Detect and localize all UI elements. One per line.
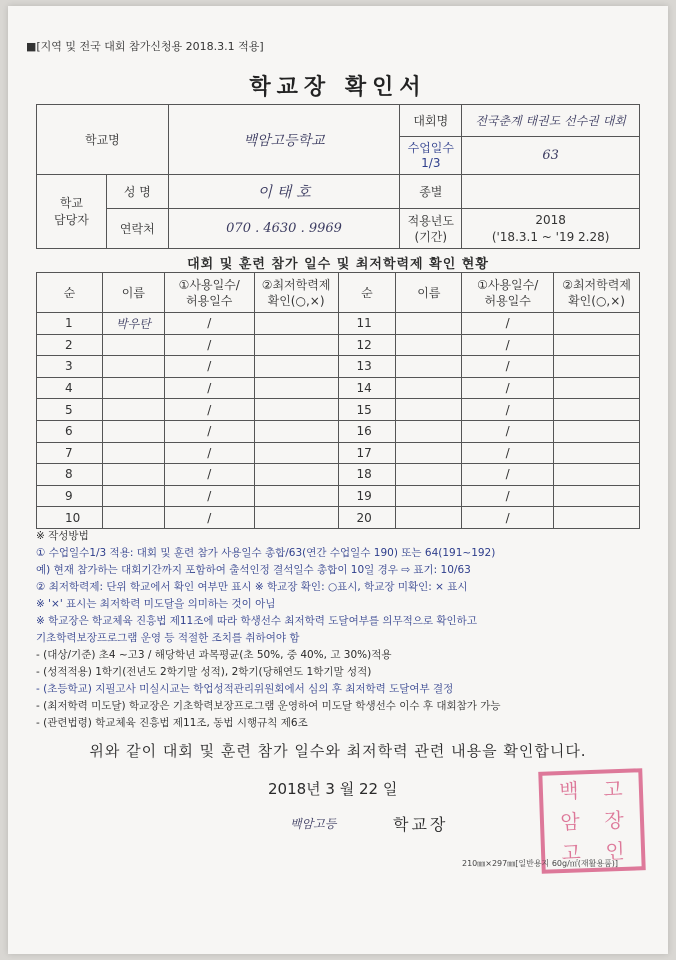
row-name	[102, 420, 164, 442]
table-row	[37, 485, 640, 507]
row-name-right	[396, 377, 462, 399]
row-no: 2	[37, 334, 103, 356]
row-no-right: 14	[338, 377, 396, 399]
year-label: 적용년도 (기간)	[400, 209, 462, 249]
row-academic	[254, 377, 338, 399]
table-row	[37, 507, 640, 529]
row-academic-right	[554, 485, 640, 507]
row-academic-right	[554, 420, 640, 442]
row-academic	[254, 356, 338, 378]
info-table	[36, 104, 640, 249]
row-name-right	[396, 507, 462, 529]
row-days-right: /	[462, 464, 554, 486]
contact-label: 연락처	[106, 209, 168, 249]
row-days-right: /	[462, 377, 554, 399]
row-academic-right	[554, 442, 640, 464]
row-academic	[254, 464, 338, 486]
official-seal-stamp: 백 고 암 장 고 인	[538, 768, 645, 874]
row-name-right	[396, 356, 462, 378]
row-name	[102, 377, 164, 399]
row-days-right: /	[462, 399, 554, 421]
row-academic	[254, 485, 338, 507]
gender-value	[462, 175, 640, 209]
note-line: - (초등학교) 지필고사 미실시교는 학업성적관리위원회에서 심의 후 최저학력 도달여부 결정	[36, 683, 454, 695]
row-name-right	[396, 420, 462, 442]
row-name-right	[396, 334, 462, 356]
row-no: 3	[37, 356, 103, 378]
row-name	[102, 485, 164, 507]
school-name-label: 학교명	[37, 105, 169, 175]
row-name-right	[396, 313, 462, 335]
row-days-right: /	[462, 313, 554, 335]
school-days-label: 수업일수 1/3	[400, 137, 462, 175]
row-no: 4	[37, 377, 103, 399]
manager-name-value: 이 태 호	[168, 175, 400, 209]
note-line: ※ 작성방법	[36, 530, 89, 542]
row-no-right: 12	[338, 334, 396, 356]
table-row	[37, 334, 640, 356]
row-no: 10	[37, 507, 103, 529]
row-academic-right	[554, 377, 640, 399]
row-days-right: /	[462, 485, 554, 507]
row-days: /	[164, 464, 254, 486]
row-name	[102, 442, 164, 464]
section-title: 대회 및 훈련 참가 일수 및 최저학력제 확인 현황	[187, 257, 489, 272]
note-line: 예) 현재 참가하는 대회기간까지 포함하여 출석인정 결석일수 총합이 10일 경우 ⇨ 표기: 10/63	[36, 564, 471, 576]
school-signature: 백암고등	[290, 817, 337, 831]
row-days-right: /	[462, 420, 554, 442]
participation-table	[36, 272, 640, 529]
table-row	[37, 356, 640, 378]
row-no-right: 15	[338, 399, 396, 421]
note-line: ② 최저학력제: 단위 학교에서 확인 여부만 표시 ※ 학교장 확인: ○표시, 학교장 미확인: × 표시	[36, 581, 468, 593]
event-value: 전국춘계 태권도 선수권 대회	[462, 105, 640, 137]
note-line: 기초학력보장프로그램 운영 등 적절한 조치를 취하여야 함	[36, 632, 300, 644]
row-no: 7	[37, 442, 103, 464]
row-no: 1	[37, 313, 103, 335]
row-name	[102, 356, 164, 378]
row-academic-right	[554, 507, 640, 529]
row-days: /	[164, 334, 254, 356]
instructions	[36, 528, 656, 732]
note-line: - (관련법령) 학교체육 진흥법 제11조, 동법 시행규칙 제6조	[36, 717, 308, 729]
row-no: 9	[37, 485, 103, 507]
row-academic	[254, 507, 338, 529]
header-academic-right: ②최저학력제 확인(○,×)	[554, 273, 640, 313]
table-row	[37, 464, 640, 486]
row-no: 8	[37, 464, 103, 486]
row-name	[102, 334, 164, 356]
manager-label: 학교 담당자	[37, 175, 107, 249]
row-days-right: /	[462, 334, 554, 356]
row-days: /	[164, 313, 254, 335]
row-name-right	[396, 442, 462, 464]
row-name: 박우탄	[102, 313, 164, 335]
note-line: - (대상/기준) 초4 ~고3 / 해당학년 과목평균(초 50%, 중 40%, 고 30%)적용	[36, 649, 392, 661]
row-days-right: /	[462, 356, 554, 378]
header-no-right: 순	[338, 273, 396, 313]
row-days: /	[164, 507, 254, 529]
gender-label: 종별	[400, 175, 462, 209]
row-no-right: 19	[338, 485, 396, 507]
row-name	[102, 399, 164, 421]
row-no-right: 13	[338, 356, 396, 378]
note-line: - (성적적용) 1학기(전년도 2학기말 성적), 2학기(당해연도 1학기말 성적)	[36, 666, 372, 678]
year-value: 2018	[535, 212, 566, 227]
header-name: 이름	[102, 273, 164, 313]
signature-date: 2018년 3 월 22 일	[268, 780, 398, 798]
document-title: 학교장 확인서	[249, 75, 427, 100]
row-no-right: 17	[338, 442, 396, 464]
row-academic	[254, 420, 338, 442]
table-row	[37, 377, 640, 399]
row-no: 5	[37, 399, 103, 421]
row-no-right: 16	[338, 420, 396, 442]
row-academic	[254, 313, 338, 335]
note-line: ※ '×' 표시는 최저학력 미도달을 의미하는 것이 아님	[36, 598, 276, 610]
row-academic-right	[554, 313, 640, 335]
paper-spec-note: 210㎜×297㎜[일반용지 60g/㎡(재활용품)]	[462, 859, 619, 868]
row-academic-right	[554, 399, 640, 421]
row-name-right	[396, 399, 462, 421]
row-no-right: 20	[338, 507, 396, 529]
contact-value: 070 . 4630 . 9969	[168, 209, 400, 249]
row-no-right: 11	[338, 313, 396, 335]
table-row	[37, 420, 640, 442]
participation-rows	[37, 313, 640, 529]
table-row	[37, 442, 640, 464]
confirmation-text: 위와 같이 대회 및 훈련 참가 일수와 최저학력 관련 내용을 확인합니다.	[89, 742, 587, 760]
row-academic-right	[554, 356, 640, 378]
row-academic	[254, 442, 338, 464]
note-line: ※ 학교장은 학교체육 진흥법 제11조에 따라 학생선수 최저학력 도달여부를 의무적으로 확인하고	[36, 615, 477, 627]
row-days: /	[164, 399, 254, 421]
row-academic-right	[554, 334, 640, 356]
row-days: /	[164, 377, 254, 399]
row-days: /	[164, 420, 254, 442]
row-name	[102, 464, 164, 486]
header-days: ①사용일수/ 허용일수	[164, 273, 254, 313]
event-label: 대회명	[400, 105, 462, 137]
row-academic-right	[554, 464, 640, 486]
row-days: /	[164, 442, 254, 464]
school-days-value: 63	[462, 137, 640, 175]
school-name-value: 백암고등학교	[168, 105, 400, 175]
row-days-right: /	[462, 507, 554, 529]
row-days: /	[164, 356, 254, 378]
header-no: 순	[37, 273, 103, 313]
header-days-right: ①사용일수/ 허용일수	[462, 273, 554, 313]
table-row	[37, 399, 640, 421]
note-line: - (최저학력 미도달) 학교장은 기초학력보장프로그램 운영하여 미도달 학생선수 이수 후 대회참가 가능	[36, 700, 501, 712]
period-value: ('18.3.1 ~ '19 2.28)	[491, 229, 610, 244]
manager-name-label: 성 명	[106, 175, 168, 209]
year-cell	[462, 209, 640, 249]
row-academic	[254, 399, 338, 421]
row-name-right	[396, 485, 462, 507]
row-name-right	[396, 464, 462, 486]
header-note: ■[지역 및 전국 대회 참가신청용 2018.3.1 적용]	[26, 40, 264, 53]
row-days-right: /	[462, 442, 554, 464]
principal-label: 학교장	[393, 815, 449, 834]
header-academic: ②최저학력제 확인(○,×)	[254, 273, 338, 313]
note-line: ① 수업일수1/3 적용: 대회 및 훈련 참가 사용일수 총합/63(연간 수업일수 190) 또는 64(191~192)	[36, 547, 496, 559]
table-header-row	[37, 273, 640, 313]
table-row	[37, 313, 640, 335]
header-name-right: 이름	[396, 273, 462, 313]
row-academic	[254, 334, 338, 356]
row-no-right: 18	[338, 464, 396, 486]
row-days: /	[164, 485, 254, 507]
row-no: 6	[37, 420, 103, 442]
row-name	[102, 507, 164, 529]
